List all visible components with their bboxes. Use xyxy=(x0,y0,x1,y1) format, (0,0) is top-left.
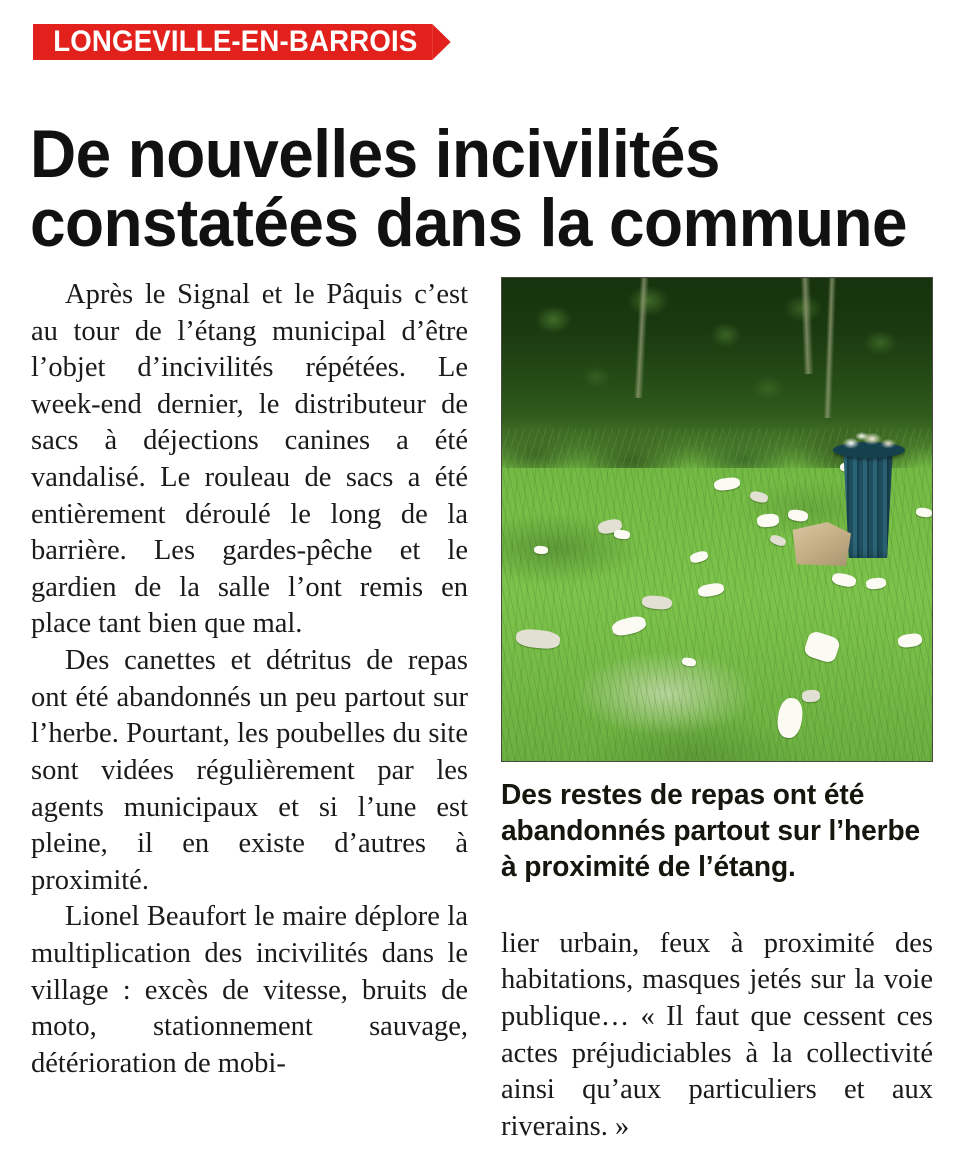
article-column-left xyxy=(31,277,468,1082)
kicker-banner xyxy=(33,24,467,60)
photo-caption xyxy=(501,778,933,886)
photo-caption-line-1: Des restes de repas ont été xyxy=(501,779,865,811)
photo-bin-overflow-litter xyxy=(839,430,899,452)
photo-litter xyxy=(534,546,549,555)
paragraph-2: Des canettes et détritus de repas ont été abandonnés un peu partout sur l’herbe. Pourtant, les poubelles du site sont vidées régulièrement par les agents municipaux et si l’une est pleine, il en existe d’autres à proximité. xyxy=(31,645,468,896)
article-photo xyxy=(501,277,933,762)
paragraph-3: Lionel Beaufort le maire déplore la multiplication des incivilités dans le village : excès de vitesse, bruits de moto, stationnement sauvage, détérioration de mobi- xyxy=(31,901,468,1079)
paragraph-continuation: lier urbain, feux à proximité des habitations, masques jetés sur la voie publique… « Il faut que cessent ces actes préjudiciables à la collectivité ainsi qu’aux particuliers et aux riverains. » xyxy=(501,927,933,1142)
caption-spacer xyxy=(501,886,933,926)
photo-trash-bin xyxy=(833,430,905,558)
photo-caption-line-3: à proximité de l’étang. xyxy=(501,850,796,883)
page-title xyxy=(30,115,942,261)
paragraph-1: Après le Signal et le Pâquis c’est au tour de l’étang municipal d’être l’objet d’incivilités répétées. Le week-end dernier, le distributeur de sacs à déjections canines a été vandalisé. Le rouleau de sacs a été entièrement déroulé le long de la barrière. Les gardes-pêche et le gardien de la salle l’ont remis en place tant bien que mal. xyxy=(31,279,468,640)
headline-line-2: constatées dans la commune xyxy=(30,184,907,261)
kicker-label: LONGEVILLE-EN-BARROIS xyxy=(33,24,432,60)
headline-line-1: De nouvelles incivilités xyxy=(30,115,720,192)
article-column-right xyxy=(501,277,933,1146)
photo-caption-line-2: abandonnés partout sur l’herbe xyxy=(501,814,921,847)
photo-scene xyxy=(502,278,932,761)
